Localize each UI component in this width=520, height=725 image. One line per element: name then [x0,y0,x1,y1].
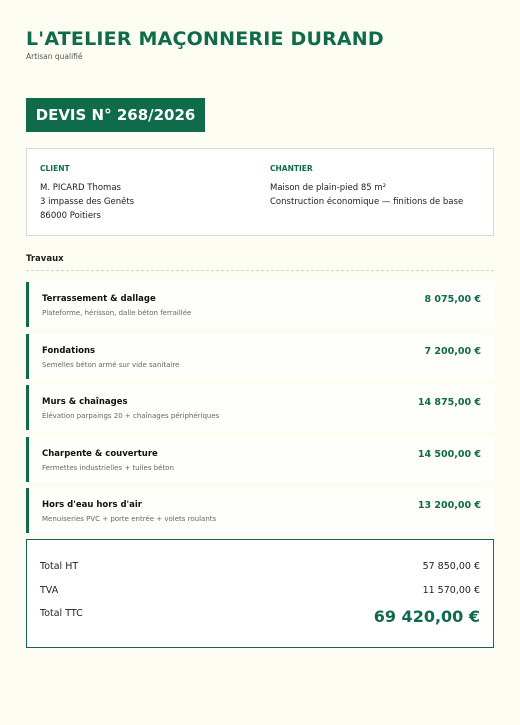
work-item [26,488,494,533]
total-ht-value: 57 850,00 € [422,561,480,572]
tva-label: TVA [40,585,59,596]
work-item [26,334,494,379]
quote-title-banner [26,98,205,132]
work-item-description: Plateforme, hérisson, dalle béton ferraillée [42,309,192,317]
tva-value: 11 570,00 € [422,585,480,596]
work-item-title: Hors d'eau hors d'air [42,500,142,510]
works-list [26,282,494,540]
work-item-price: 14 875,00 € [417,397,481,408]
work-item-description: Semelles béton armé sur vide sanitaire [42,360,180,369]
work-item-description: Fermettes industrielles + tuiles béton [42,463,174,472]
total-ttc-label: Total TTC [40,608,83,619]
work-item-title: Terrassement & dallage [42,294,156,304]
client-address-line2: 86000 Poitiers [40,211,101,221]
client-block [40,164,134,223]
work-item [26,437,494,482]
work-item-title: Charpente & couverture [42,448,158,459]
site-block [270,164,463,209]
work-item-title: Fondations [42,345,96,356]
section-divider [26,270,494,271]
work-item-price: 7 200,00 € [424,345,481,357]
client-site-panel [26,148,494,236]
work-item-price: 8 075,00 € [424,294,481,305]
client-name: M. PICARD Thomas [40,183,121,193]
site-line2: Construction économique — finitions de base [270,197,464,207]
work-item [26,282,494,327]
site-heading: CHANTIER [270,164,313,173]
work-item-price: 13 200,00 € [417,500,481,511]
company-name: L'ATELIER MAÇONNERIE DURAND [26,28,384,50]
work-item-price: 14 500,00 € [417,448,481,460]
total-ttc-value: 69 420,00 € [373,607,480,626]
site-line1: Maison de plain-pied 85 m² [270,183,387,193]
total-ht-label: Total HT [40,561,79,572]
work-item [26,385,494,430]
work-item-description: Menuiseries PVC + porte entrée + volets roulants [42,515,217,523]
works-heading: Travaux [26,254,64,264]
totals-panel [26,539,494,648]
quote-title: DEVIS N° 268/2026 [35,106,196,124]
work-item-title: Murs & chaînages [42,397,128,407]
work-item-description: Élévation parpaings 20 + chaînages périphériques [42,412,220,420]
client-address-line1: 3 impasse des Genêts [40,197,135,207]
company-tagline: Artisan qualifié [26,52,83,61]
client-heading: CLIENT [40,164,70,173]
